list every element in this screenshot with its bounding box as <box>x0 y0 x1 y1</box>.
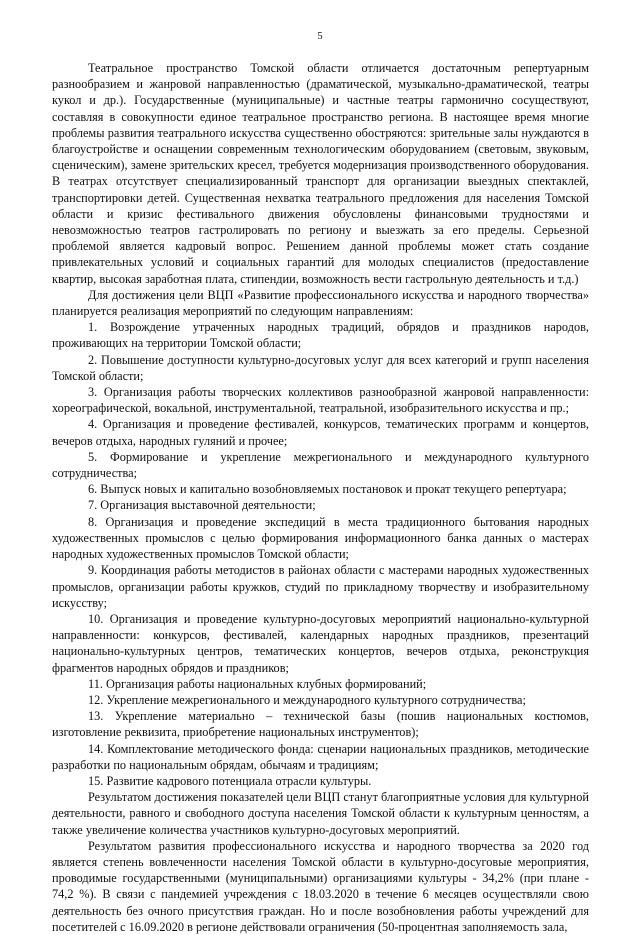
list-item-11: 11. Организация работы национальных клубных формирований; <box>88 676 427 691</box>
paragraph-theatre-space: Театральное пространство Томской области отличается достаточным репертуарным разнообразием и жанровой направленностью (драматической, музыкально-драматической, театры кукол и др.). Государственные (муниципальные) и частные театры гармонично сосуществуют, составляя в совокупности единое театральное пространство региона. В настоящее время многие проблемы развития театрального искусства существенно обостряются: зрительные залы нуждаются в благоустройстве и оснащении современным технологическим оборудованием (световым, звуковым, сценическим), замене зрительских кресел, требуется модернизация производственного оборудования. В театрах отсутствует специализированный транспорт для организации выездных спектаклей, транспортировки детей. Существенная нехватка театрального предложения для населения Томской области и кризис фестивального движения обусловлены финансовыми трудностями и невозможностью театров гастролировать по региону и выезжать за его пределы. Серьезной проблемой является кадровый вопрос. Решением данной проблемы может стать создание привлекательных условий и социальных гарантий для молодых специалистов (предоставление квартир, высокая заработная плата, стипендии, возможность вести гастрольную деятельность и т.д.) <box>52 61 589 286</box>
page-number: 5 <box>317 31 323 42</box>
list-item-14: 14. Комплектование методического фонда: сценарии национальных праздников, методические разработки по национальным обрядам, обычаям и традициям; <box>52 741 589 772</box>
list-item-8: 8. Организация и проведение экспедиций в места традиционного бытования народных художественных промыслов с целью формирования информационного банка данных о мастерах народных художественных промыслов Томской области; <box>52 514 589 562</box>
paragraph-goal-result: Результатом достижения показателей цели ВЦП станут благоприятные условия для культурной деятельности, равного и свободного доступа населения Томской области к культурным ценностям, а также увеличение количества участников культурно-досуговых мероприятий. <box>52 790 589 837</box>
list-item-15: 15. Развитие кадрового потенциала отрасли культуры. <box>88 773 372 788</box>
list-item-13: 13. Укрепление материально – технической базы (пошив национальных костюмов, изготовление реквизита, приобретение национальных инструментов); <box>52 709 589 740</box>
list-item-5: 5. Формирование и укрепление межрегионального и международного культурного сотрудничества; <box>52 449 589 481</box>
page-body <box>52 60 589 935</box>
list-item-3: 3. Организация работы творческих коллективов разнообразной жанровой направленности: хореографической, вокальной, инструментальной, театральной, изобразительного искусства и пр.; <box>52 385 589 416</box>
paragraph-goal-intro: Для достижения цели ВЦП «Развитие профессионального искусства и народного творчества» планируется реализация мероприятий по следующим направлениям: <box>52 287 589 319</box>
list-item-7: 7. Организация выставочной деятельности; <box>88 498 316 513</box>
list-item-9: 9. Координация работы методистов в районах области с мастерами народных художественных промыслов, организации работы кружков, студий по прикладному творчеству и изобразительному искусству; <box>52 563 589 610</box>
paragraph-2020-result: Результатом развития профессионального искусства и народного творчества за 2020 год является степень вовлеченности населения Томской области в культурно-досуговые мероприятия, проводимые государственными (муниципальными) организациями культуры - 34,2% (при плане - 74,2 %). В связи с пандемией учреждения с 18.03.2020 в течение 6 месяцев осуществляли свою деятельность без очного присутствия граждан. Но и после возобновления работы учреждений для посетителей с 16.09.2020 в регионе действовали ограничения (50-процентная заполняемость зала, <box>52 838 589 934</box>
list-item-6: 6. Выпуск новых и капитально возобновляемых постановок и прокат текущего репертуара; <box>88 482 567 497</box>
list-item-4: 4. Организация и проведение фестивалей, конкурсов, тематических программ и концертов, вечеров отдыха, народных гуляний и прочее; <box>52 417 589 448</box>
list-item-12: 12. Укрепление межрегионального и международного культурного сотрудничества; <box>88 692 526 707</box>
list-item-1: 1. Возрождение утраченных народных традиций, обрядов и праздников народов, проживающих на территории Томской области; <box>52 320 589 351</box>
list-item-10: 10. Организация и проведение культурно-досуговых мероприятий национально-культурной направленности: конкурсов, фестивалей, календарных народных праздников, презентаций национально-культурных центров, тематических концертов, вечеров отдыха, реконструкция фрагментов народных обрядов и праздников; <box>52 611 589 675</box>
list-item-2: 2. Повышение доступности культурно-досуговых услуг для всех категорий и групп населения Томской области; <box>52 352 589 383</box>
